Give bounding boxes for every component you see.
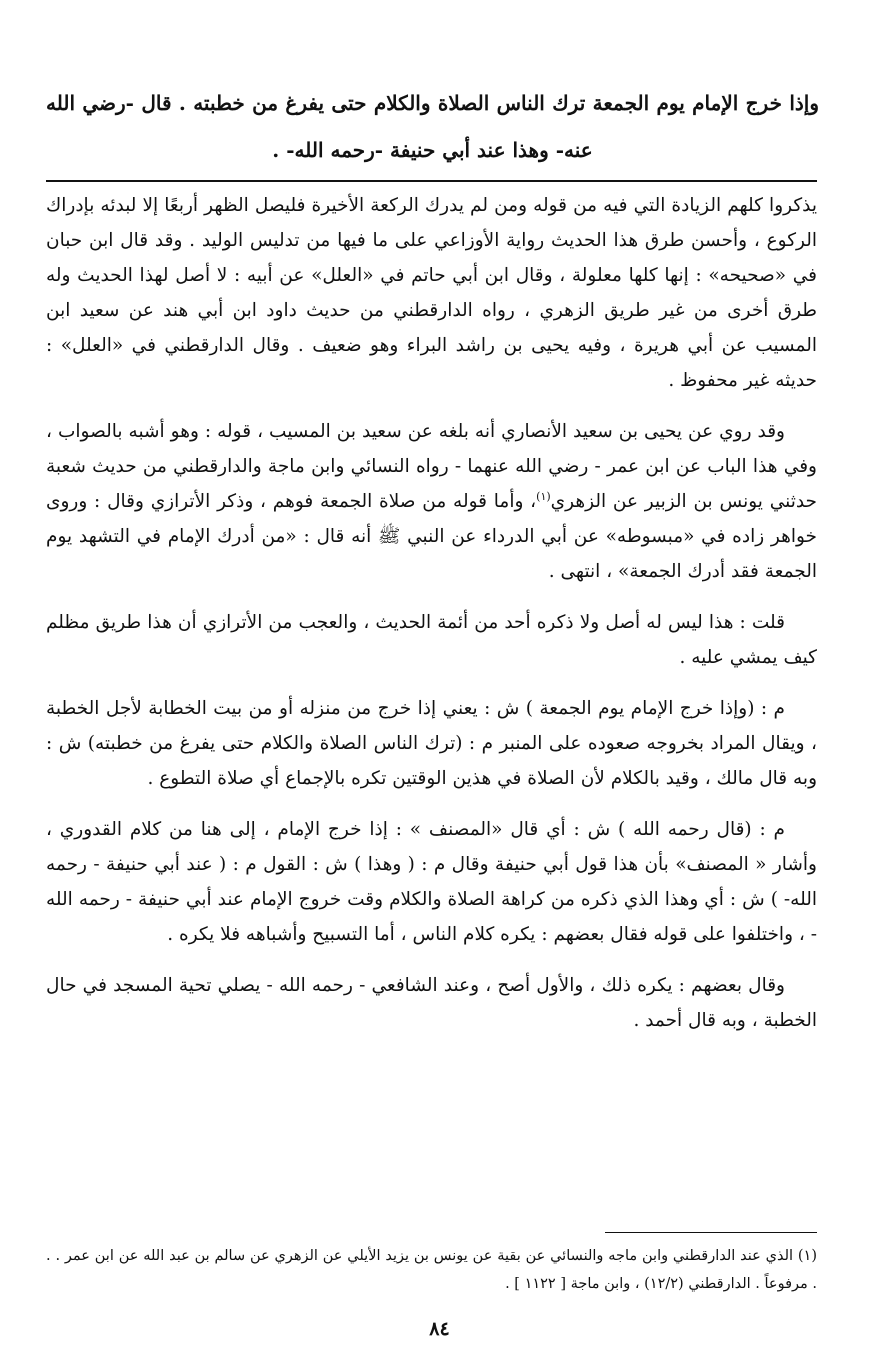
paragraph-2 (46, 414, 817, 589)
main-text-heading: وإذا خرج الإمام يوم الجمعة ترك الناس الصلاة والكلام حتى يفرغ من خطبته . قال -رضي الله عنه- وهذا عند أبي حنيفة -رحمه الله- . (46, 91, 819, 162)
footnote-divider (605, 1232, 817, 1233)
top-divider (46, 180, 817, 182)
paragraph-2-part-1: وقد روي عن يحيى بن سعيد الأنصاري أنه بلغه عن سعيد بن المسيب ، قوله : وهو أشبه بالصواب ، وفي هذا الباب عن ابن عمر - رضي الله عنهما - رواه النسائي وابن ماجة والدارقطني من حديث شعبة حدثني يونس بن الزبير عن الزهري (46, 421, 817, 512)
paragraph-6: وقال بعضهم : يكره ذلك ، والأول أصح ، وعند الشافعي - رحمه الله - يصلي تحية المسجد في حال الخطبة ، وبه قال أحمد . (46, 975, 817, 1031)
paragraph-3: قلت : هذا ليس له أصل ولا ذكره أحد من أئمة الحديث ، والعجب من الأترازي أن هذا طريق مظلم كيف يمشي عليه . (46, 612, 817, 668)
paragraph-5: م : (قال رحمه الله ) ش : أي قال «المصنف » : إذا خرج الإمام ، إلى هنا من كلام القدوري ، وأشار « المصنف» بأن هذا قول أبي حنيفة وقال م : ( وهذا ) ش : القول م : ( عند أبي حنيفة - رحمه الله- ) ش : أي وهذا الذي ذكره من كراهة الصلاة والكلام وقت خروج الإمام عند أبي حنيفة - رحمه الله - ، واختلفوا على قوله فقال بعضهم : يكره كلام الناس ، أما التسبيح وأشباهه فلا يكره . (46, 819, 817, 945)
commentary-body (46, 188, 817, 1054)
paragraph-4: م : (وإذا خرج الإمام يوم الجمعة ) ش : يعني إذا خرج من منزله أو من بيت الخطابة لأجل الخطبة ، ويقال المراد بخروجه صعوده على المنبر م : (ترك الناس الصلاة والكلام حتى يفرغ من خطبته) ش : وبه قال مالك ، وقيد بالكلام لأن الصلاة في هذين الوقتين تكره بالإجماع أي صلاة التطوع . (46, 698, 817, 789)
footnote-marker[interactable]: (١) (536, 489, 551, 503)
page-number: ٨٤ (429, 1318, 450, 1340)
paragraph-1: يذكروا كلهم الزيادة التي فيه من قوله ومن لم يدرك الركعة الأخيرة فليصل الظهر أربعًا إلا لبدئه بإدراك الركوع ، وأحسن طرق هذا الحديث رواية الأوزاعي على ما فيها من تدليس الوليد . وقد قال ابن حبان في «صحيحه» : إنها كلها معلولة ، وقال ابن أبي حاتم في «العلل» عن أبيه : لا أصل لهذا الحديث وله طرق أخرى من غير طريق الزهري ، رواه الدارقطني من حديث داود ابن أبي هند عن سعيد ابن المسيب عن أبي هريرة ، وفيه يحيى بن راشد البراء وهو ضعيف . وقال الدارقطني في «العلل» : حديثه غير محفوظ . (46, 195, 818, 391)
footnote: (١) الذي عند الدارقطني وابن ماجه والنسائي عن بقية عن يونس بن يزيد الأيلي عن الزهري عن سالم بن عبد الله عن ابن عمر . . . مرفوعاً . الدارقطني (١٢/٢) ، وابن ماجة [ ١١٢٢ ] . (46, 1248, 817, 1292)
paragraph-2-part-2: ، وأما قوله من صلاة الجمعة فوهم ، وذكر الأترازي وقال : وروى خواهر زاده في «مبسوطه» عن أبي الدرداء عن النبي ﷺ أنه قال : «من أدرك الإمام في التشهد يوم الجمعة فقد أدرك الجمعة» ، انتهى . (46, 491, 817, 582)
